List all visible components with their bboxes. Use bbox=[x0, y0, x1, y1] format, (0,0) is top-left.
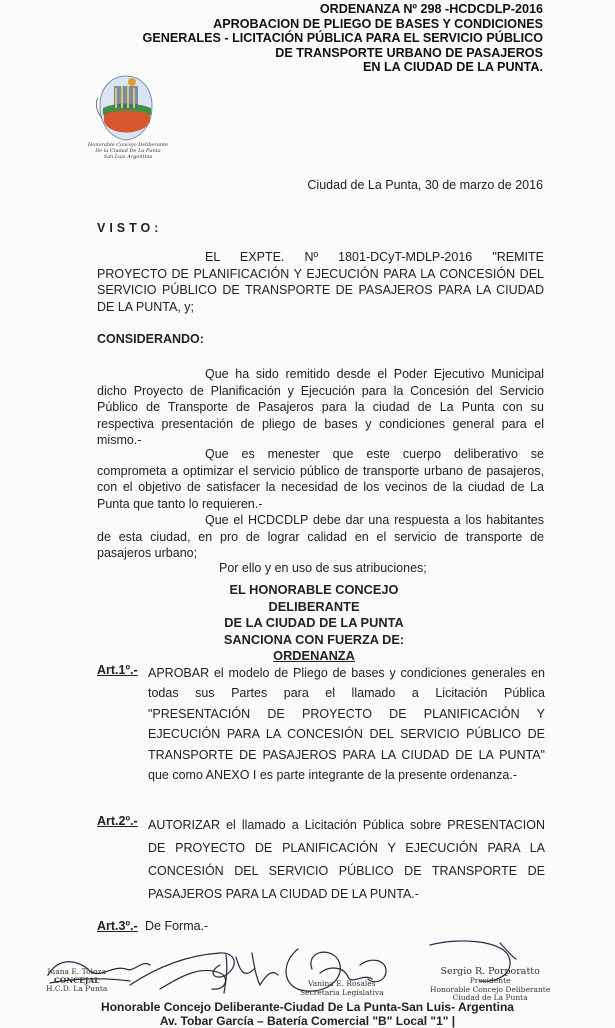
article-2-text: AUTORIZAR el llamado a Licitación Pública sobre PRESENTACION DE PROYECTO DE PLANIFICACIÓN Y EJECUCIÓN PARA LA CONCESIÓN DEL SERVICIO PÚBLICO DE TRANSPORTE DE PASAJEROS PARA LA CIUDAD DE LA PUNTA.- bbox=[148, 818, 545, 901]
header-title-line: EN LA CIUDAD DE LA PUNTA. bbox=[362, 60, 543, 75]
considerando-paragraph: Que es menester que este cuerpo deliberativo se comprometa a optimizar el servicio público de transporte urbano de pasajeros, con el objetivo de satisfacer la necesidad de los vecinos de la ciudad de La Punta que tanto lo requieren.- bbox=[97, 447, 544, 511]
article-1-label: Art.1º.- bbox=[97, 663, 138, 677]
article-3-label: Art.3º.- bbox=[97, 919, 138, 933]
header-title-line: GENERALES - LICITACIÓN PÚBLICA PARA EL SERVICIO PÚBLICO bbox=[142, 31, 543, 46]
signature-right: Sergio R. Porporatto Presidente Honorable Concejo Deliberante Ciudad de La Punta bbox=[430, 966, 551, 1002]
document-date: Ciudad de La Punta, 30 de marzo de 2016 bbox=[307, 178, 543, 192]
signature-middle: Vanina E. Rosales Secretaria Legislativa bbox=[300, 979, 384, 997]
visto-heading: VISTO: bbox=[97, 221, 163, 235]
considerando-paragraph: Que el HCDCDLP debe dar una respuesta a los habitantes de esta ciudad, en pro de lograr calidad en el servicio de transporte de pasajeros urbano; bbox=[97, 513, 544, 561]
logo-caption: Honorable Concejo Deliberante De la Ciudad De La Punta San Luis Argentina bbox=[87, 142, 169, 160]
ordinance-number: ORDENANZA Nº 298 -HCDCDLP-2016 bbox=[319, 2, 543, 16]
footer-address: Av. Tobar García – Batería Comercial "B" Local "1" | bbox=[159, 1014, 456, 1028]
article-3-text: De Forma.- bbox=[145, 919, 209, 933]
considerando-closing: Por ello y en uso de sus atribuciones; bbox=[219, 561, 427, 575]
enactment-formula: EL HONORABLE CONCEJO DELIBERANTE DE LA CIUDAD DE LA PUNTA SANCIONA CON FUERZA DE: ORDENANZA bbox=[200, 582, 428, 665]
article-1-text: APROBAR el modelo de Pliego de bases y condiciones generales en todas sus Partes para el llamado a Licitación Pública "PRESENTACIÓN DE PROYECTO DE PLANIFICACIÓN Y EJECUCIÓN PARA LA CONCESIÓN DEL SERVICIO PÚBLICO DE TRANSPORTE DE PASAJEROS PARA LA CIUDAD DE LA PUNTA" que como ANEXO I es parte integrante de la presente ordenanza.- bbox=[148, 666, 545, 783]
document-header bbox=[103, 2, 543, 75]
signature-left: Juana E. Toloza CONCEJAL H.C.D. La Punta bbox=[46, 967, 108, 993]
ordenanza-title: ORDENANZA bbox=[273, 648, 355, 663]
considerando-paragraph: Que ha sido remitido desde el Poder Ejecutivo Municipal dicho Proyecto de Planificación y Ejecución para la Concesión del Servicio Público de Transporte de Pasajeros para la ciudad de La Punta con su respectiva presentación de pliego de bases y condiciones general para el mismo.- bbox=[97, 367, 544, 448]
header-title-line: APROBACION DE PLIEGO DE BASES Y CONDICIONES bbox=[213, 16, 543, 31]
footer-institution: Honorable Concejo Deliberante-Ciudad De La Punta-San Luis- Argentina bbox=[101, 1000, 514, 1014]
council-logo bbox=[96, 74, 156, 147]
header-title-line: DE TRANSPORTE URBANO DE PASAJEROS bbox=[275, 45, 543, 60]
article-2-label: Art.2º.- bbox=[97, 814, 138, 828]
considerando-heading: CONSIDERANDO: bbox=[97, 332, 204, 346]
visto-text: EL EXPTE. Nº 1801-DCyT-MDLP-2016 "REMITE PROYECTO DE PLANIFICACIÓN Y EJECUCIÓN PARA LA CONCESIÓN DEL SERVICIO PÚBLICO DE TRANSPORTE DE PASAJEROS PARA LA CIUDAD DE LA PUNTA, y; bbox=[97, 250, 544, 314]
